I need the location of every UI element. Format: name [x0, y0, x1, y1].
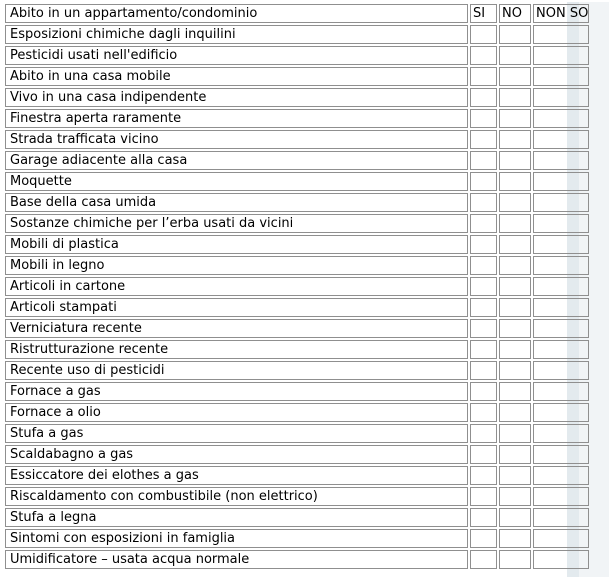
answer-no-cell[interactable] — [499, 67, 531, 86]
question-label: Scaldabagno a gas — [5, 445, 468, 464]
question-label: Riscaldamento con combustibile (non elettrico) — [5, 487, 468, 506]
question-label: Articoli stampati — [5, 298, 468, 317]
header-row — [5, 4, 589, 23]
answer-no-cell[interactable] — [499, 25, 531, 44]
answer-nonso-cell[interactable] — [533, 508, 589, 527]
answer-no-cell[interactable] — [499, 466, 531, 485]
question-label: Sintomi con esposizioni in famiglia — [5, 529, 468, 548]
question-row — [5, 67, 589, 86]
answer-no-cell[interactable] — [499, 151, 531, 170]
answer-nonso-cell[interactable] — [533, 550, 589, 569]
question-label: Mobili in legno — [5, 256, 468, 275]
question-label: Ristrutturazione recente — [5, 340, 468, 359]
answer-si-cell[interactable] — [470, 361, 497, 380]
answer-nonso-cell[interactable] — [533, 235, 589, 254]
top-cutoff — [0, 0, 609, 2]
answer-nonso-cell[interactable] — [533, 172, 589, 191]
question-label: Recente uso di pesticidi — [5, 361, 468, 380]
answer-nonso-cell[interactable] — [533, 67, 589, 86]
answer-no-cell[interactable] — [499, 109, 531, 128]
answer-no-cell[interactable] — [499, 340, 531, 359]
header-question-cell: Abito in un appartamento/condominio — [5, 4, 468, 23]
question-label: Strada trafficata vicino — [5, 130, 468, 149]
answer-nonso-cell[interactable] — [533, 319, 589, 338]
answer-no-cell[interactable] — [499, 172, 531, 191]
answer-si-cell[interactable] — [470, 67, 497, 86]
question-label: Mobili di plastica — [5, 235, 468, 254]
header-nonso-cell: NON SO — [533, 4, 589, 23]
answer-nonso-cell[interactable] — [533, 340, 589, 359]
question-label: Garage adiacente alla casa — [5, 151, 468, 170]
question-label: Fornace a gas — [5, 382, 468, 401]
answer-no-cell[interactable] — [499, 298, 531, 317]
answer-si-cell[interactable] — [470, 277, 497, 296]
answer-nonso-cell[interactable] — [533, 214, 589, 233]
answer-no-cell[interactable] — [499, 277, 531, 296]
question-label: Verniciatura recente — [5, 319, 468, 338]
answer-nonso-cell[interactable] — [533, 277, 589, 296]
answer-si-cell[interactable] — [470, 130, 497, 149]
answer-no-cell[interactable] — [499, 529, 531, 548]
question-row — [5, 46, 589, 65]
question-row — [5, 550, 589, 569]
answer-si-cell[interactable] — [470, 466, 497, 485]
answer-nonso-cell[interactable] — [533, 130, 589, 149]
question-row — [5, 361, 589, 380]
answer-si-cell[interactable] — [470, 214, 497, 233]
answer-no-cell[interactable] — [499, 382, 531, 401]
question-label: Finestra aperta raramente — [5, 109, 468, 128]
answer-si-cell[interactable] — [470, 256, 497, 275]
question-row — [5, 25, 589, 44]
question-label: Sostanze chimiche per l’erba usati da vicini — [5, 214, 468, 233]
header-si-cell: SI — [470, 4, 497, 23]
question-label: Fornace a olio — [5, 403, 468, 422]
answer-no-cell[interactable] — [499, 46, 531, 65]
answer-nonso-cell[interactable] — [533, 382, 589, 401]
answer-nonso-cell[interactable] — [533, 88, 589, 107]
question-label: Umidificatore – usata acqua normale — [5, 550, 468, 569]
answer-nonso-cell[interactable] — [533, 445, 589, 464]
question-row — [5, 424, 589, 443]
header-no-cell: NO — [499, 4, 531, 23]
answer-si-cell[interactable] — [470, 46, 497, 65]
answer-nonso-cell[interactable] — [533, 424, 589, 443]
answer-si-cell[interactable] — [470, 151, 497, 170]
answer-si-cell[interactable] — [470, 88, 497, 107]
answer-no-cell[interactable] — [499, 487, 531, 506]
answer-si-cell[interactable] — [470, 340, 497, 359]
question-row — [5, 340, 589, 359]
answer-si-cell[interactable] — [470, 235, 497, 254]
answer-si-cell[interactable] — [470, 550, 497, 569]
answer-no-cell[interactable] — [499, 508, 531, 527]
question-row — [5, 508, 589, 527]
question-row — [5, 109, 589, 128]
question-row — [5, 529, 589, 548]
question-row — [5, 256, 589, 275]
question-row — [5, 445, 589, 464]
answer-nonso-cell[interactable] — [533, 25, 589, 44]
answer-si-cell[interactable] — [470, 193, 497, 212]
answer-si-cell[interactable] — [470, 109, 497, 128]
answer-nonso-cell[interactable] — [533, 361, 589, 380]
question-row — [5, 382, 589, 401]
answer-si-cell[interactable] — [470, 508, 497, 527]
question-label: Articoli in cartone — [5, 277, 468, 296]
answer-nonso-cell[interactable] — [533, 193, 589, 212]
question-row — [5, 193, 589, 212]
answer-si-cell[interactable] — [470, 424, 497, 443]
answer-si-cell[interactable] — [470, 445, 497, 464]
question-row — [5, 466, 589, 485]
question-label: Esposizioni chimiche dagli inquilini — [5, 25, 468, 44]
answer-no-cell[interactable] — [499, 550, 531, 569]
answer-nonso-cell[interactable] — [533, 403, 589, 422]
question-row — [5, 88, 589, 107]
answer-nonso-cell[interactable] — [533, 256, 589, 275]
exposure-questionnaire-table — [3, 2, 591, 571]
question-row — [5, 130, 589, 149]
answer-si-cell[interactable] — [470, 403, 497, 422]
question-label: Stufa a gas — [5, 424, 468, 443]
answer-no-cell[interactable] — [499, 445, 531, 464]
answer-nonso-cell[interactable] — [533, 46, 589, 65]
question-row — [5, 235, 589, 254]
answer-nonso-cell[interactable] — [533, 109, 589, 128]
answer-no-cell[interactable] — [499, 403, 531, 422]
question-label: Abito in una casa mobile — [5, 67, 468, 86]
answer-si-cell[interactable] — [470, 382, 497, 401]
answer-no-cell[interactable] — [499, 214, 531, 233]
question-row — [5, 172, 589, 191]
answer-si-cell[interactable] — [470, 172, 497, 191]
question-label: Vivo in una casa indipendente — [5, 88, 468, 107]
question-row — [5, 151, 589, 170]
answer-no-cell[interactable] — [499, 130, 531, 149]
answer-no-cell[interactable] — [499, 235, 531, 254]
answer-si-cell[interactable] — [470, 298, 497, 317]
answer-nonso-cell[interactable] — [533, 466, 589, 485]
answer-nonso-cell[interactable] — [533, 529, 589, 548]
question-row — [5, 319, 589, 338]
question-label: Moquette — [5, 172, 468, 191]
answer-nonso-cell[interactable] — [533, 487, 589, 506]
question-row — [5, 214, 589, 233]
question-row — [5, 487, 589, 506]
answer-nonso-cell[interactable] — [533, 298, 589, 317]
answer-no-cell[interactable] — [499, 193, 531, 212]
answer-si-cell[interactable] — [470, 529, 497, 548]
question-label: Essiccatore dei elothes a gas — [5, 466, 468, 485]
answer-si-cell[interactable] — [470, 319, 497, 338]
answer-si-cell[interactable] — [470, 25, 497, 44]
question-row — [5, 298, 589, 317]
question-label: Stufa a legna — [5, 508, 468, 527]
answer-no-cell[interactable] — [499, 319, 531, 338]
answer-no-cell[interactable] — [499, 256, 531, 275]
question-label: Base della casa umida — [5, 193, 468, 212]
question-row — [5, 277, 589, 296]
answer-no-cell[interactable] — [499, 361, 531, 380]
answer-no-cell[interactable] — [499, 424, 531, 443]
question-row — [5, 403, 589, 422]
answer-nonso-cell[interactable] — [533, 151, 589, 170]
question-label: Pesticidi usati nell'edificio — [5, 46, 468, 65]
answer-si-cell[interactable] — [470, 487, 497, 506]
answer-no-cell[interactable] — [499, 88, 531, 107]
